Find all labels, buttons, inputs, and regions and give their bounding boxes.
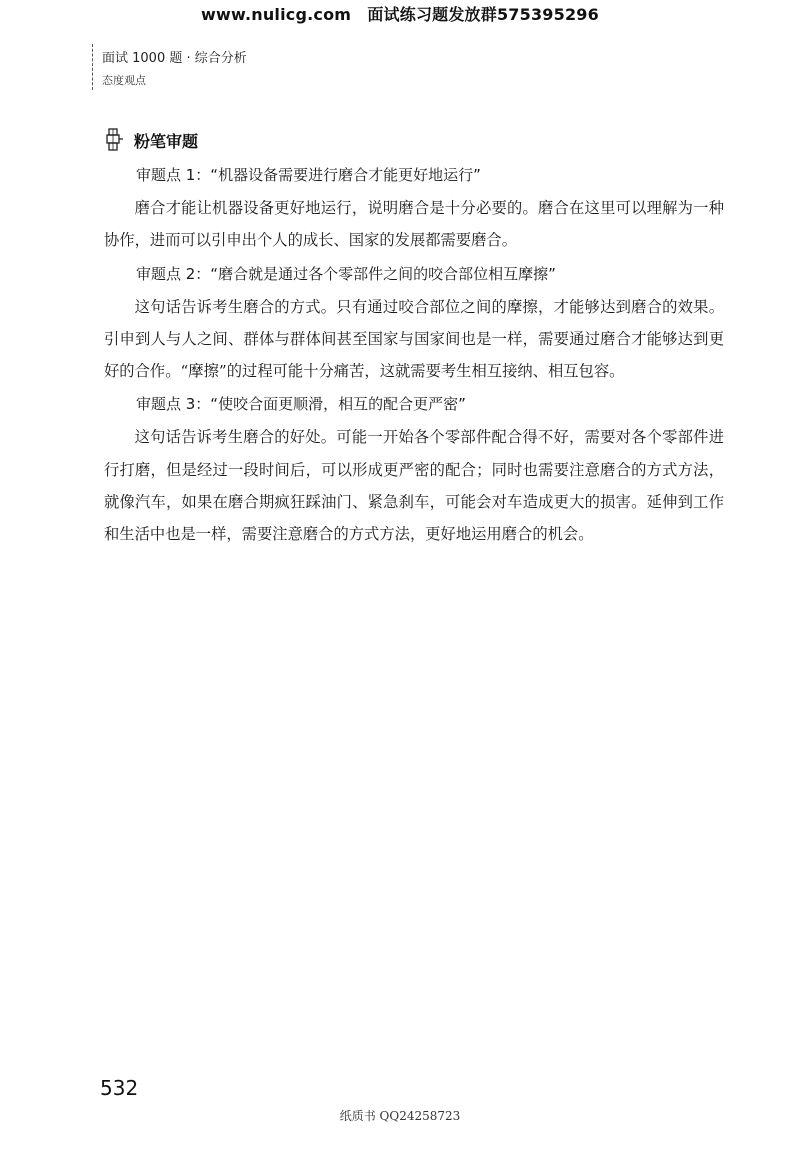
header-divider xyxy=(92,44,93,90)
point-label-3: 审题点 3：“使咬合面更顺滑，相互的配合更严密” xyxy=(136,395,466,414)
point-paragraph-2: 这句话告诉考生磨合的方式。只有通过咬合部位之间的摩擦，才能够达到磨合的效果。引申到人与人之间、群体与群体间甚至国家与国家间也是一样，需要通过磨合才能够达到更好的合作。“摩擦”的过程可能十分痛苦，这就需要考生相互接纳、相互包容。 xyxy=(104,297,724,381)
book-title: 面试 1000 题 · 综合分析 xyxy=(102,51,247,66)
footer-note: 纸质书 QQ24258723 xyxy=(339,1109,461,1123)
chapter-label: 态度观点 xyxy=(102,74,146,87)
point-paragraph-1: 磨合才能让机器设备更好地运行，说明磨合是十分必要的。磨合在这里可以理解为一种协作，进而可以引申出个人的成长、国家的发展都需要磨合。 xyxy=(104,199,724,250)
page-number: 532 xyxy=(100,1076,139,1100)
section-title: 粉笔审题 xyxy=(134,131,199,151)
section-header xyxy=(106,128,198,152)
point-label-1: 审题点 1：“机器设备需要进行磨合才能更好地运行” xyxy=(136,166,481,184)
point-label-2: 审题点 2：“磨合就是通过各个零部件之间的咬合部位相互摩擦” xyxy=(136,264,556,283)
main-content xyxy=(104,160,724,553)
pen-icon xyxy=(106,128,124,152)
point-paragraph-3: 这句话告诉考生磨合的好处。可能一开始各个零部件配合得不好，需要对各个零部件进行打磨，但是经过一段时间后，可以形成更严密的配合；同时也需要注意磨合的方式方法，就像汽车，如果在磨合期疯狂踩油门、紧急刹车，可能会对车造成更大的损害。延伸到工作和生活中也是一样，需要注意磨合的方式方法，更好地运用磨合的机会。 xyxy=(104,428,724,544)
watermark-banner: www.nulicg.com 面试练习题发放群575395296 xyxy=(201,5,599,24)
